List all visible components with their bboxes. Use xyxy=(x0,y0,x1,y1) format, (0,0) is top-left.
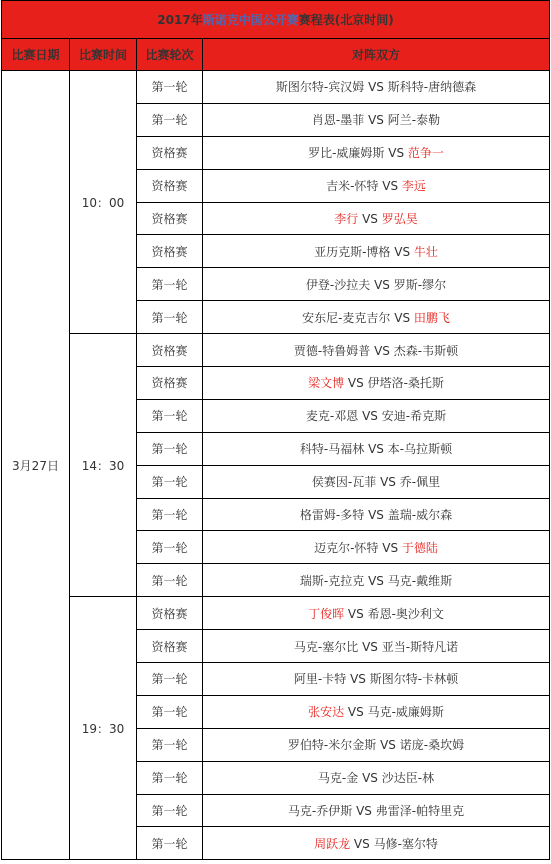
player-one: 科特-马福林 xyxy=(299,442,365,457)
round-cell: 第一轮 xyxy=(137,761,203,794)
matchup-cell xyxy=(203,334,550,367)
player-one: 伊登-沙拉夫 xyxy=(305,277,371,292)
title-link[interactable]: 斯诺克中国公开赛 xyxy=(202,13,299,27)
player-one: 亚历克斯-博格 xyxy=(314,244,391,259)
player-one: 贾德-特鲁姆普 xyxy=(293,343,371,358)
header-date: 比赛日期 xyxy=(2,39,70,71)
round-cell: 资格赛 xyxy=(137,169,203,202)
versus-label: VS xyxy=(364,113,388,128)
versus-label: VS xyxy=(390,310,414,325)
matchup-cell xyxy=(203,268,550,301)
matchup-cell xyxy=(203,531,550,564)
versus-label: VS xyxy=(384,146,408,161)
matchup-cell xyxy=(203,597,550,630)
player-two: 亚当-斯特凡诺 xyxy=(381,639,459,654)
versus-label: VS xyxy=(390,244,414,259)
versus-label: VS xyxy=(352,804,376,819)
header-round: 比赛轮次 xyxy=(137,39,203,71)
versus-label: VS xyxy=(358,639,382,654)
session-time-cell: 14：30 xyxy=(70,334,137,597)
round-cell: 第一轮 xyxy=(137,728,203,761)
table-title xyxy=(2,1,550,39)
round-cell: 资格赛 xyxy=(137,235,203,268)
player-one: 梁文博 xyxy=(308,376,345,391)
round-cell: 资格赛 xyxy=(137,334,203,367)
versus-label: VS xyxy=(364,442,388,457)
round-cell: 第一轮 xyxy=(137,663,203,696)
player-two: 斯科特-唐纳德森 xyxy=(387,80,477,95)
round-cell: 资格赛 xyxy=(137,202,203,235)
player-two: 杰森-韦斯顿 xyxy=(393,343,459,358)
match-date-cell: 3月27日 xyxy=(2,71,70,860)
header-row xyxy=(2,39,550,71)
versus-label: VS xyxy=(346,672,370,687)
player-one: 张安达 xyxy=(308,705,345,720)
player-one: 李行 xyxy=(334,212,359,226)
table-row xyxy=(2,71,550,104)
versus-label: VS xyxy=(344,376,368,391)
schedule-table xyxy=(1,0,550,860)
player-two: 马克-戴维斯 xyxy=(387,573,453,588)
player-two: 田鹏飞 xyxy=(413,310,450,325)
player-one: 马克-乔伊斯 xyxy=(287,804,353,819)
player-two: 阿兰-泰勒 xyxy=(387,113,441,128)
versus-label: VS xyxy=(358,771,382,786)
versus-label: VS xyxy=(376,738,400,753)
versus-label: VS xyxy=(370,277,394,292)
player-two: 范争一 xyxy=(407,146,444,161)
player-two: 弗雷泽-帕特里克 xyxy=(375,804,465,819)
player-one: 安东尼-麦克吉尔 xyxy=(302,310,391,325)
title-row xyxy=(2,1,550,39)
round-cell: 资格赛 xyxy=(137,630,203,663)
player-one: 斯图尔特-宾汉姆 xyxy=(275,80,365,95)
matchup-cell xyxy=(203,103,550,136)
player-one: 侯赛因-瓦菲 xyxy=(311,475,377,490)
player-two: 李远 xyxy=(401,179,426,194)
header-matchup: 对阵双方 xyxy=(203,39,550,71)
player-two: 于德陆 xyxy=(401,540,438,555)
versus-label: VS xyxy=(378,540,402,555)
round-cell: 第一轮 xyxy=(137,827,203,860)
matchup-cell xyxy=(203,399,550,432)
round-cell: 第一轮 xyxy=(137,564,203,597)
player-one: 瑞斯-克拉克 xyxy=(299,573,365,588)
round-cell: 资格赛 xyxy=(137,136,203,169)
player-one: 丁俊晖 xyxy=(308,606,345,621)
title-suffix: 赛程表(北京时间) xyxy=(298,13,394,27)
matchup-cell xyxy=(203,564,550,597)
player-one: 马克-金 xyxy=(317,771,359,786)
player-two: 罗斯-缪尔 xyxy=(393,277,447,292)
matchup-cell xyxy=(203,630,550,663)
player-one: 阿里-卡特 xyxy=(293,672,347,687)
versus-label: VS xyxy=(344,705,368,720)
matchup-cell xyxy=(203,728,550,761)
versus-label: VS xyxy=(364,508,388,523)
matchup-cell xyxy=(203,827,550,860)
player-two: 马修-塞尔特 xyxy=(373,836,438,851)
versus-label: VS xyxy=(370,343,394,358)
player-one: 麦克-邓恩 xyxy=(305,409,359,424)
table-row xyxy=(2,334,550,367)
versus-label: VS xyxy=(344,606,368,621)
schedule-body xyxy=(2,71,550,860)
round-cell: 第一轮 xyxy=(137,498,203,531)
round-cell: 第一轮 xyxy=(137,465,203,498)
round-cell: 第一轮 xyxy=(137,103,203,136)
player-two: 斯图尔特-卡林顿 xyxy=(369,672,459,687)
player-one: 周跃龙 xyxy=(314,836,351,851)
matchup-cell xyxy=(203,202,550,235)
player-two: 安迪-希克斯 xyxy=(381,409,447,424)
matchup-cell xyxy=(203,663,550,696)
matchup-cell xyxy=(203,169,550,202)
versus-label: VS xyxy=(358,212,382,226)
round-cell: 第一轮 xyxy=(137,432,203,465)
matchup-cell xyxy=(203,761,550,794)
round-cell: 资格赛 xyxy=(137,597,203,630)
matchup-cell xyxy=(203,367,550,400)
versus-label: VS xyxy=(358,409,382,424)
versus-label: VS xyxy=(364,573,388,588)
round-cell: 第一轮 xyxy=(137,71,203,104)
matchup-cell xyxy=(203,432,550,465)
matchup-cell xyxy=(203,136,550,169)
session-time-cell: 19：30 xyxy=(70,597,137,860)
player-two: 伊塔洛-桑托斯 xyxy=(367,376,444,391)
versus-label: VS xyxy=(378,179,402,194)
matchup-cell xyxy=(203,71,550,104)
session-time-cell: 10：00 xyxy=(70,71,137,334)
versus-label: VS xyxy=(364,80,388,95)
round-cell: 第一轮 xyxy=(137,301,203,334)
player-one: 迈克尔-怀特 xyxy=(314,540,379,555)
table-row xyxy=(2,597,550,630)
round-cell: 第一轮 xyxy=(137,268,203,301)
round-cell: 资格赛 xyxy=(137,367,203,400)
player-two: 马克-威廉姆斯 xyxy=(367,705,444,720)
player-one: 罗比-威廉姆斯 xyxy=(308,146,385,161)
header-time: 比赛时间 xyxy=(70,39,137,71)
player-two: 罗弘昊 xyxy=(381,212,418,226)
matchup-cell xyxy=(203,794,550,827)
title-prefix: 2017年 xyxy=(157,13,203,27)
matchup-cell xyxy=(203,465,550,498)
matchup-cell xyxy=(203,695,550,728)
matchup-cell xyxy=(203,498,550,531)
round-cell: 第一轮 xyxy=(137,531,203,564)
player-one: 吉米-怀特 xyxy=(326,179,379,194)
player-two: 牛壮 xyxy=(413,244,438,259)
player-two: 乔-佩里 xyxy=(399,475,441,490)
round-cell: 第一轮 xyxy=(137,399,203,432)
player-one: 马克-塞尔比 xyxy=(293,639,359,654)
player-one: 格雷姆-多特 xyxy=(299,508,365,523)
matchup-cell xyxy=(203,235,550,268)
player-one: 罗伯特-米尔金斯 xyxy=(287,738,377,753)
player-two: 希恩-奥沙利文 xyxy=(367,606,444,621)
round-cell: 第一轮 xyxy=(137,695,203,728)
player-one: 肖恩-墨菲 xyxy=(311,113,365,128)
player-two: 诺庞-桑坎姆 xyxy=(399,738,465,753)
versus-label: VS xyxy=(350,836,374,851)
matchup-cell xyxy=(203,301,550,334)
versus-label: VS xyxy=(376,475,400,490)
player-two: 本-乌拉斯顿 xyxy=(387,442,453,457)
player-two: 盖瑞-威尔森 xyxy=(387,508,453,523)
player-two: 沙达臣-林 xyxy=(381,771,435,786)
round-cell: 第一轮 xyxy=(137,794,203,827)
